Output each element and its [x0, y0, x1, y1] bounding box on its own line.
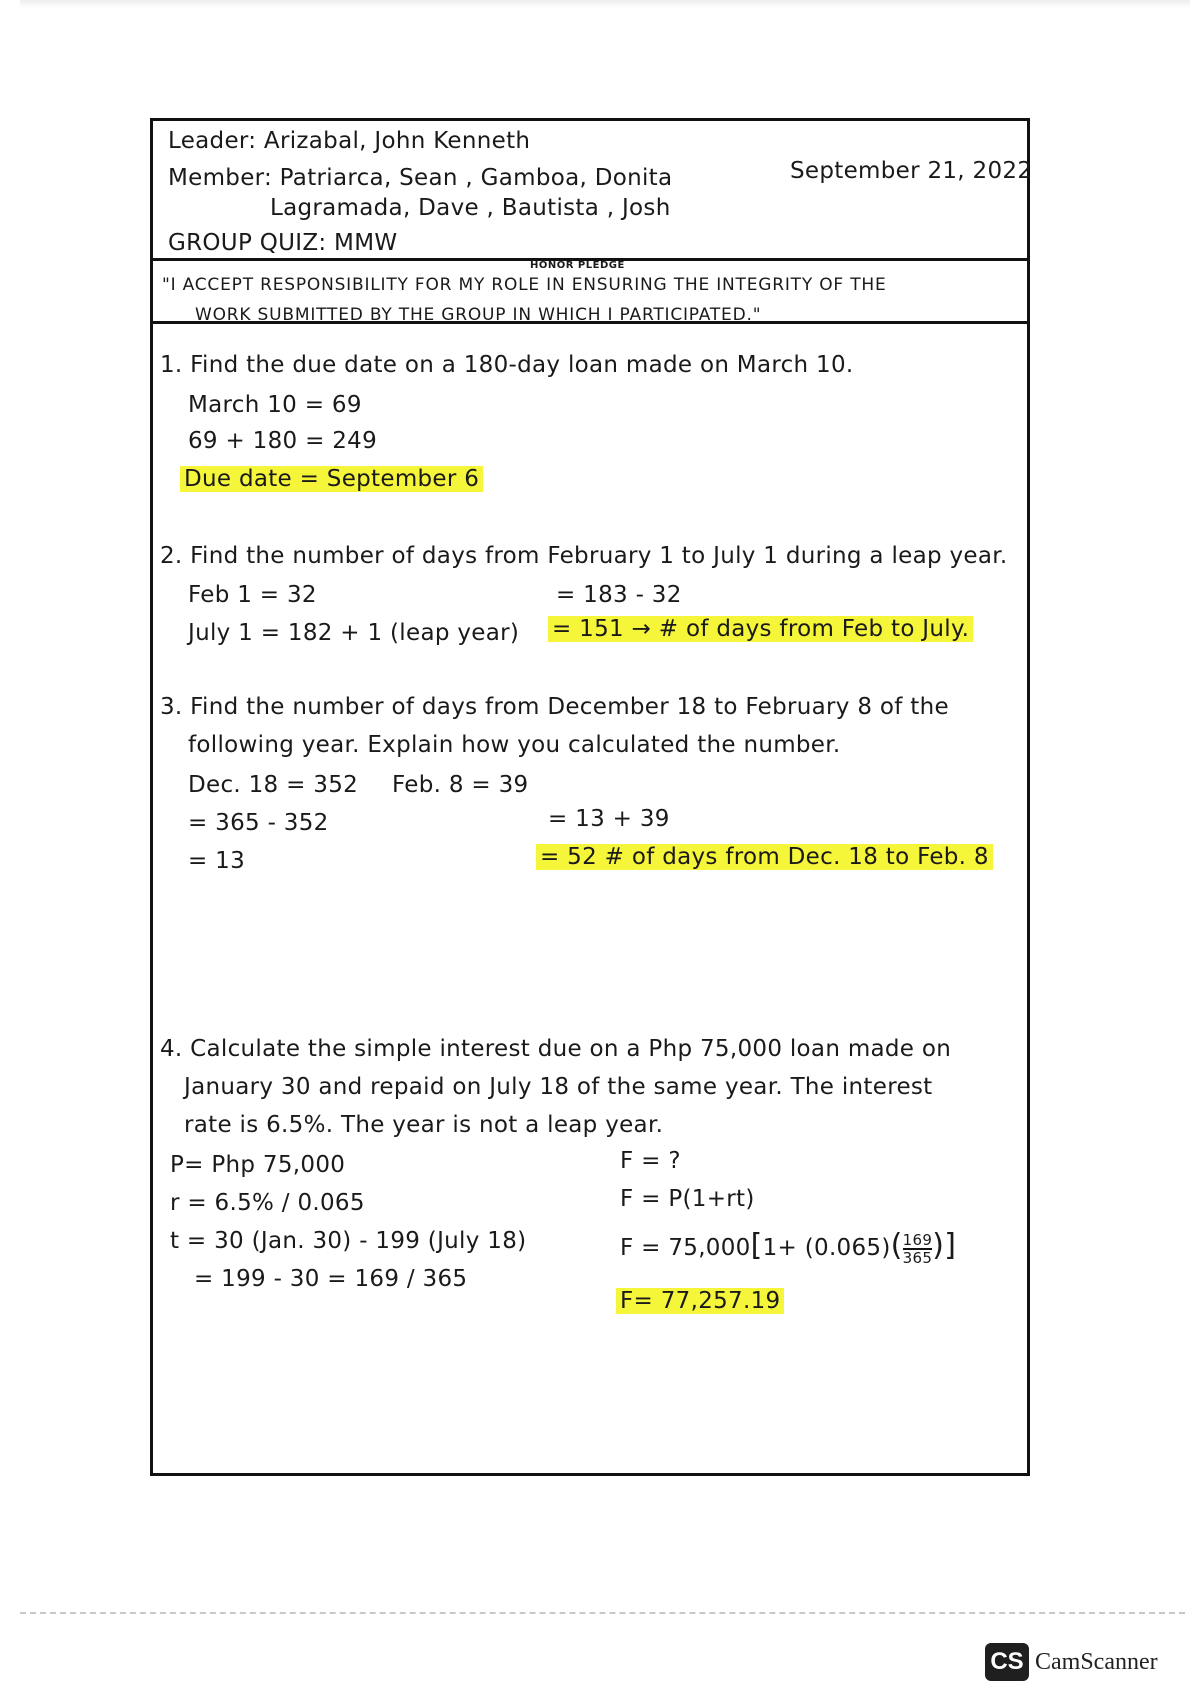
pledge-line-2: WORK SUBMITTED BY THE GROUP IN WHICH I PARTICIPATED."	[195, 305, 762, 325]
q4-principal: P= Php 75,000	[170, 1152, 346, 1178]
q2-left-2: July 1 = 182 + 1 (leap year)	[188, 620, 520, 646]
date-text: September 21, 2022	[790, 158, 1033, 184]
q1-answer	[180, 466, 483, 492]
q3-line-3: = 13	[188, 848, 246, 874]
q4-formula: F = P(1+rt)	[620, 1186, 755, 1212]
q4-answer-highlight: F= 77,257.19	[616, 1288, 784, 1314]
q3-line-2: = 365 - 352	[188, 810, 329, 836]
q1-question: 1. Find the due date on a 180-day loan made on March 10.	[160, 352, 854, 378]
camscanner-logo-icon: CS	[985, 1643, 1029, 1681]
q4-substitution: F = 75,000[1+ (0.065)( $\frac{169}{365}$ )]	[620, 1228, 957, 1267]
group-quiz-label: GROUP QUIZ: MMW	[168, 230, 398, 256]
scan-edge-shadow	[20, 0, 1190, 8]
q3-line-1a: Dec. 18 = 352	[188, 772, 359, 798]
honor-pledge-caption: HONOR PLEDGE	[530, 260, 625, 271]
q4-fraction	[903, 1232, 933, 1266]
q4-question-2: January 30 and repaid on July 18 of the same year. The interest	[184, 1074, 933, 1100]
q3-question-1: 3. Find the number of days from December 18 to February 8 of the	[160, 694, 949, 720]
q2-right-1: = 183 - 32	[556, 582, 682, 608]
q2-answer	[548, 616, 973, 642]
q4-time: t = 30 (Jan. 30) - 199 (July 18)	[170, 1228, 527, 1254]
camscanner-brand: CamScanner	[1035, 1649, 1158, 1675]
q1-answer-highlight: Due date = September 6	[180, 466, 483, 492]
leader-line: Leader: Arizabal, John Kenneth	[168, 128, 531, 154]
q2-question: 2. Find the number of days from February 1 to July 1 during a leap year.	[160, 543, 1008, 569]
q3-question-2: following year. Explain how you calculated the number.	[188, 732, 841, 758]
q1-line-2: 69 + 180 = 249	[188, 428, 378, 454]
q3-line-1b: Feb. 8 = 39	[392, 772, 529, 798]
q4-time-2: = 199 - 30 = 169 / 365	[194, 1266, 468, 1292]
q4-substitution-inner: 1+ (0.065)	[762, 1235, 891, 1261]
q4-question-1: 4. Calculate the simple interest due on a Php 75,000 loan made on	[160, 1036, 952, 1062]
q4-fraction-denominator: 365	[902, 1248, 933, 1267]
pledge-line-1: "I ACCEPT RESPONSIBILITY FOR MY ROLE IN ENSURING THE INTEGRITY OF THE	[162, 275, 887, 295]
q4-answer	[616, 1288, 784, 1314]
q4-future-value-unknown: F = ?	[620, 1148, 681, 1174]
q1-line-1: March 10 = 69	[188, 392, 362, 418]
q4-rate: r = 6.5% / 0.065	[170, 1190, 365, 1216]
member-line-1: Member: Patriarca, Sean , Gamboa, Donita	[168, 165, 673, 191]
q4-substitution-prefix: F = 75,000	[620, 1235, 751, 1261]
q2-answer-highlight: = 151 → # of days from Feb to July.	[548, 616, 973, 642]
q3-answer-highlight: = 52 # of days from Dec. 18 to Feb. 8	[536, 844, 993, 870]
q3-right-1: = 13 + 39	[548, 806, 670, 832]
q4-fraction-numerator: 169	[902, 1230, 933, 1249]
q2-left-1: Feb 1 = 32	[188, 582, 317, 608]
q4-question-3: rate is 6.5%. The year is not a leap year.	[184, 1112, 664, 1138]
scan-bottom-edge	[20, 1612, 1185, 1614]
q3-answer	[536, 844, 993, 870]
member-line-2: Lagramada, Dave , Bautista , Josh	[270, 195, 671, 221]
